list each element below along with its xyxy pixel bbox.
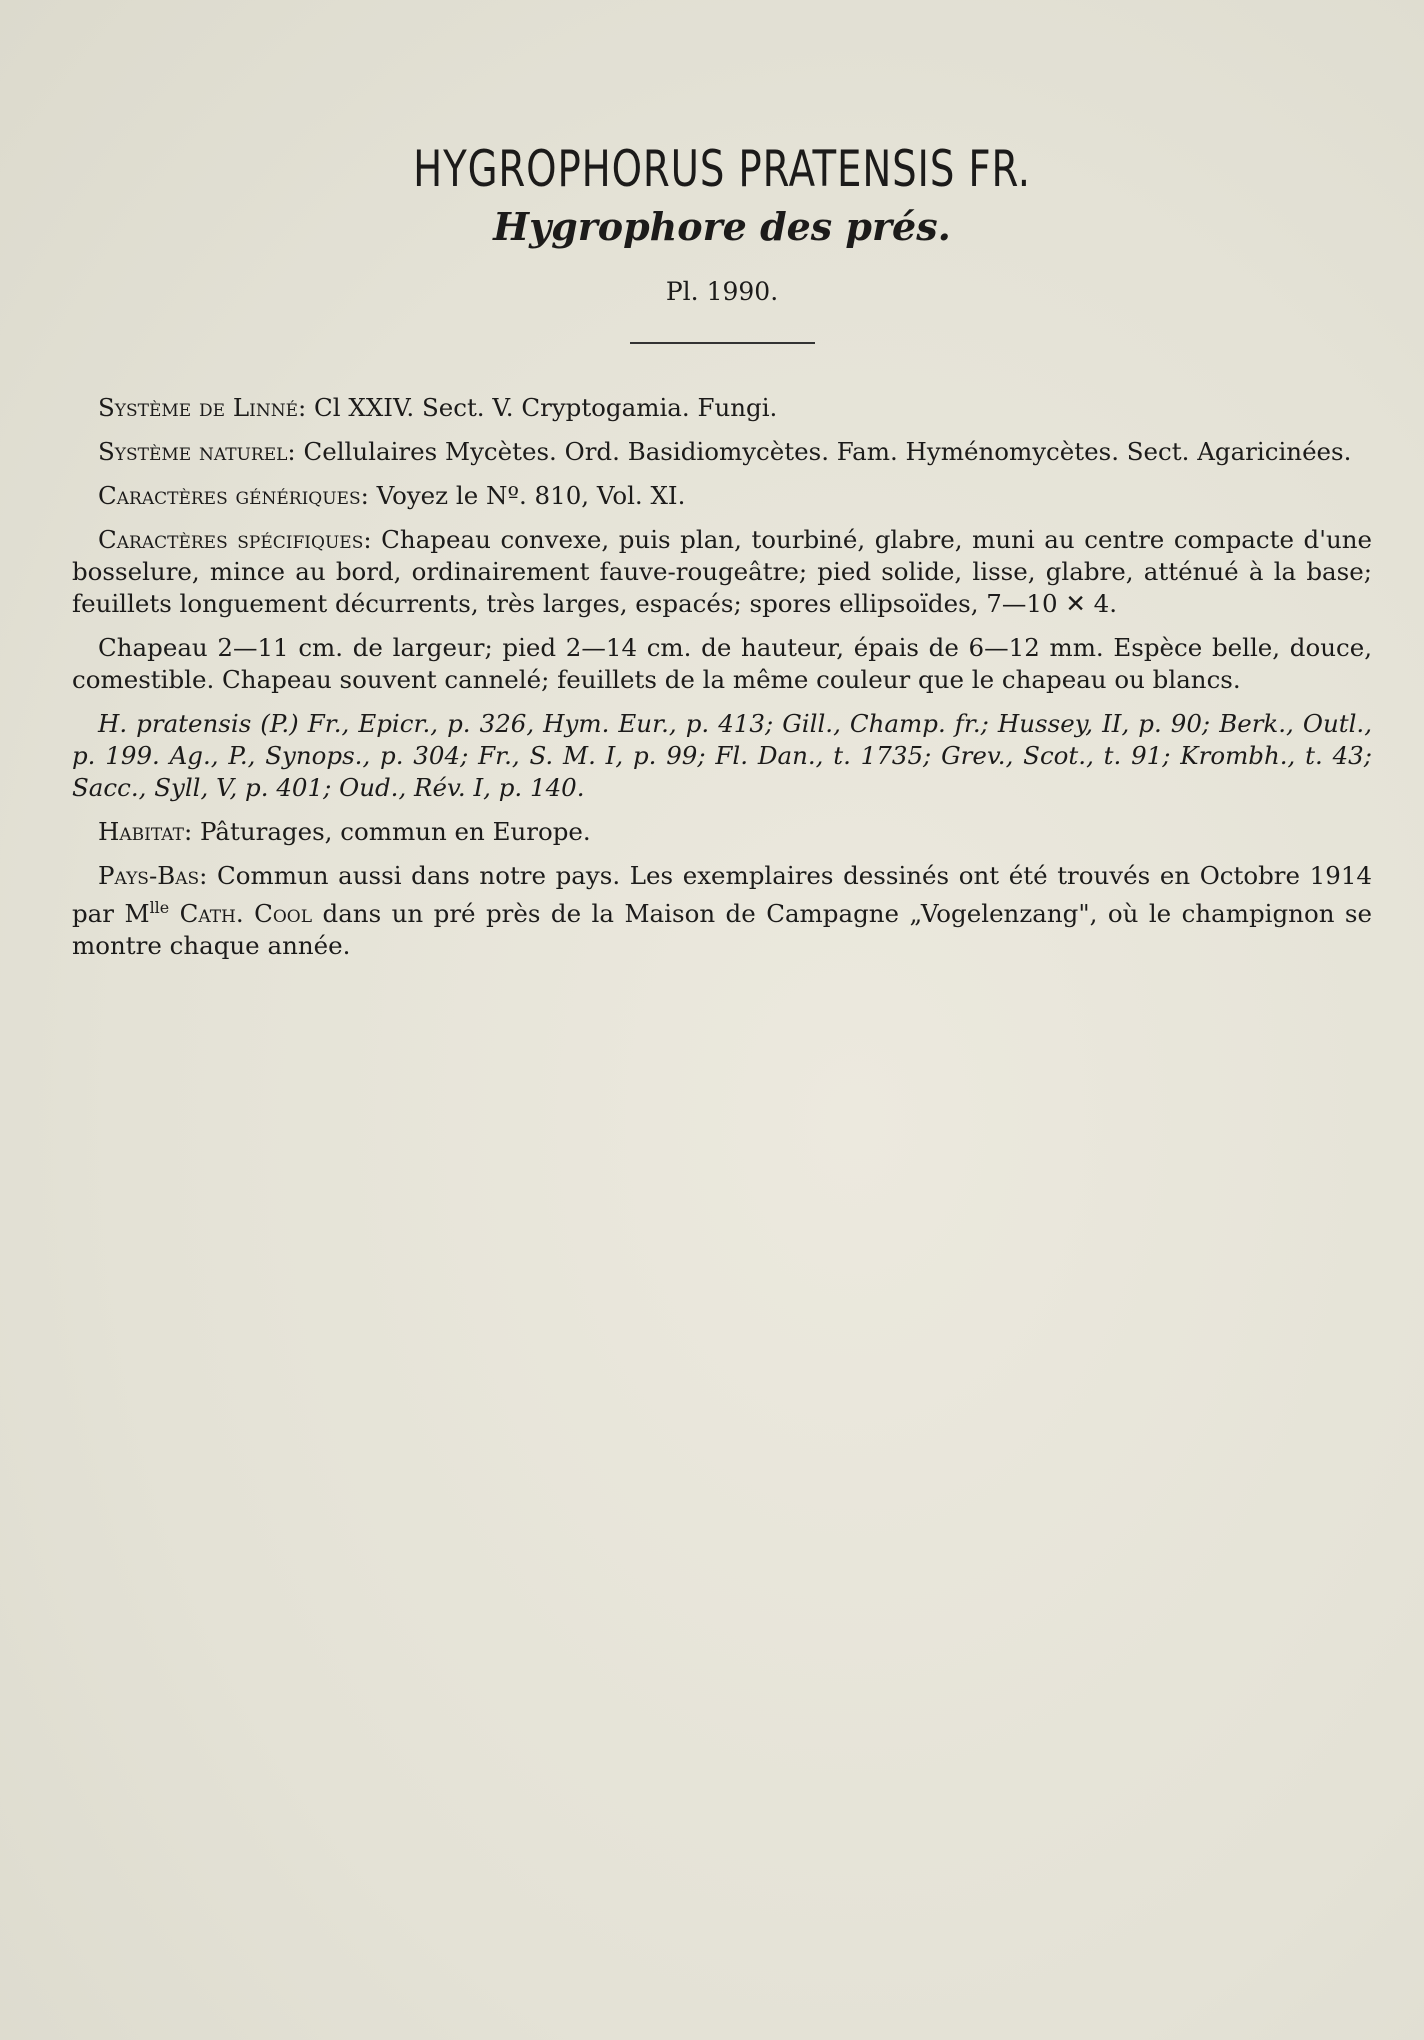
page-subtitle: Hygrophore des prés. <box>493 204 951 249</box>
document-body <box>72 392 1372 962</box>
section-label: Caractères génériques <box>98 481 361 510</box>
section-text: : Voyez le Nº. 810, Vol. XI. <box>360 481 686 510</box>
section-label: Caractères spécifiques <box>98 525 364 554</box>
superscript: lle <box>149 898 170 917</box>
paragraph-habitat <box>72 816 1372 848</box>
section-text: : Chapeau convexe, puis plan, tourbiné, glabre, muni au centre compacte d'une bosselure, mince au bord, ordinairement fauve-rougeâtre; pied solide, lisse, glabre, atténué à la base; feuillets longuement décurrents, très larges, espacés; spores ellipsoïdes, 7—10 ✕ 4. <box>72 525 1372 618</box>
section-text: : Pâturages, commun en Europe. <box>183 817 591 846</box>
paragraph-pays-bas <box>72 860 1372 962</box>
section-label: Pays-Bas <box>98 861 200 890</box>
paragraph-linne <box>72 392 1372 424</box>
paragraph-specifiques <box>72 524 1372 620</box>
page-title: HYGROPHORUS PRATENSIS FR. <box>413 140 1031 198</box>
section-text: : Cl XXIV. Sect. V. Cryptogamia. Fungi. <box>297 393 778 422</box>
paragraph-chapeau: Chapeau 2—11 cm. de largeur; pied 2—14 cm. de hauteur, épais de 6—12 mm. Espèce belle, douce, comestible. Chapeau souvent cannelé; feuillets de la même couleur que le chapeau ou blancs. <box>72 633 1372 694</box>
section-text: : Commun aussi dans notre pays. Les exemplaires dessinés ont été trouvés en Octobre 1914 par M <box>72 861 1372 929</box>
section-label: Système de Linné <box>98 393 298 422</box>
divider <box>630 342 815 344</box>
section-label: Système naturel <box>98 437 288 466</box>
plate-number: Pl. 1990. <box>665 277 779 306</box>
section-label: Habitat <box>98 817 184 846</box>
section-text: : Cellulaires Mycètes. Ord. Basidiomycètes. Fam. Hyménomycètes. Sect. Agaricinées. <box>287 437 1352 466</box>
paragraph-generiques <box>72 480 1372 512</box>
person-name: Cath. Cool <box>169 899 313 929</box>
section-text: dans un pré près de la Maison de Campagne „Vogelenzang", où le champignon se montre chaque année. <box>72 899 1373 961</box>
document-page <box>72 140 1372 974</box>
paragraph-references: H. pratensis (P.) Fr., Epicr., p. 326, Hym. Eur., p. 413; Gill., Champ. fr.; Hussey, II, p. 90; Berk., Outl., p. 199. Ag., P., Synops., p. 304; Fr., S. M. I, p. 99; Fl. Dan., t. 1735; Grev., Scot., t. 91; Krombh., t. 43; Sacc., Syll, V, p. 401; Oud., Rév. I, p. 140. <box>72 709 1372 802</box>
paragraph-naturel <box>72 436 1372 468</box>
